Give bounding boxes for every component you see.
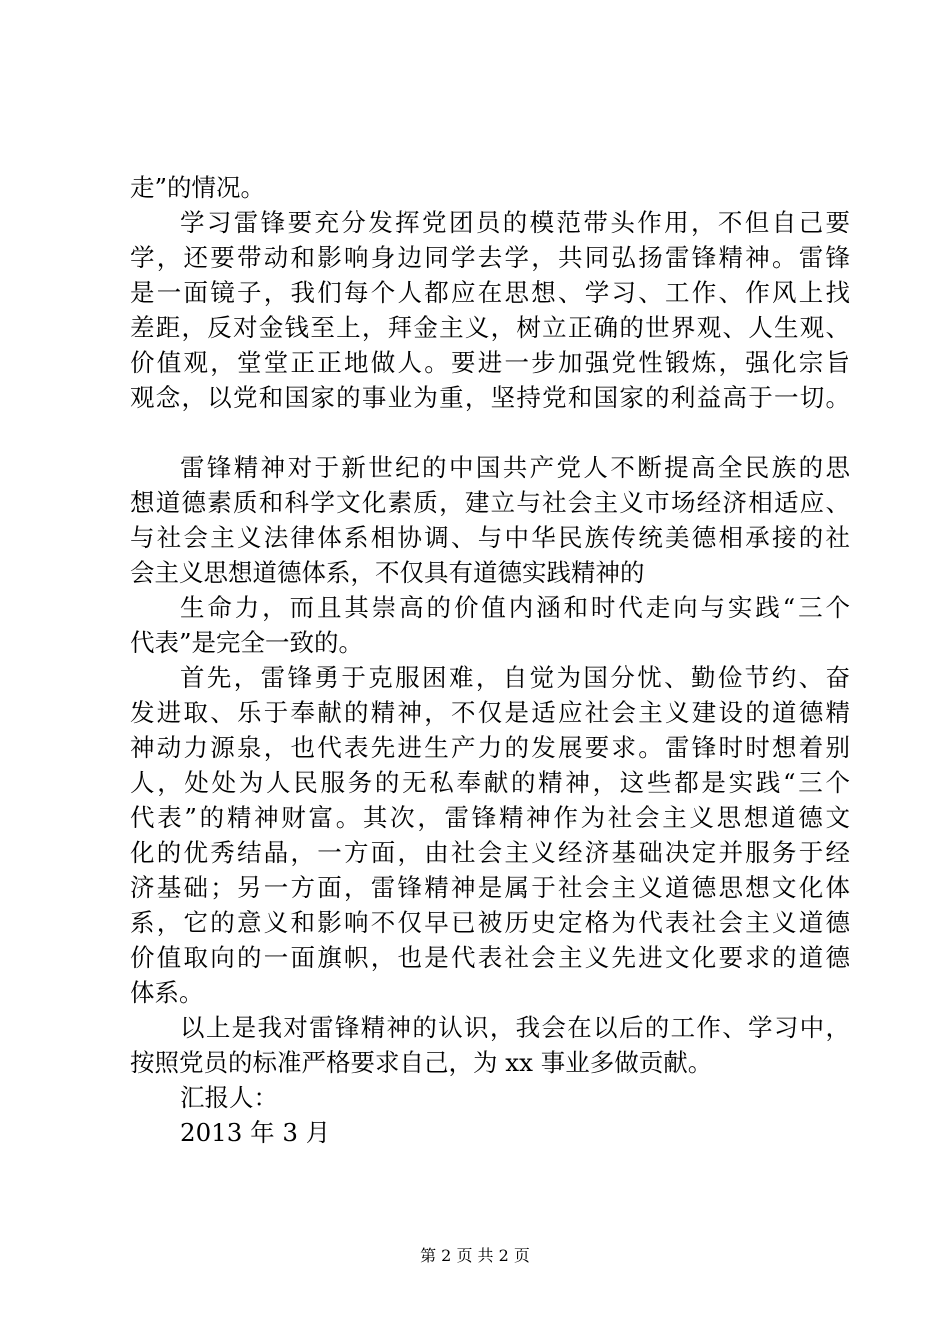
paragraph-line: 神动力源泉，也代表先进生产力的发展要求。雷锋时时想着别 <box>130 733 850 762</box>
paragraph-line: 代表”的精神财富。其次，雷锋精神作为社会主义思想道德文 <box>130 803 850 832</box>
paragraph-line: 首先，雷锋勇于克服困难，自觉为国分忧、勤俭节约、奋 <box>180 663 850 692</box>
paragraph-spacer <box>130 415 850 450</box>
report-date: 2013 年 3 月 <box>180 1118 331 1147</box>
document-body <box>130 170 850 1150</box>
paragraph-line: 学，还要带动和影响身边同学去学，共同弘扬雷锋精神。雷锋 <box>130 243 850 272</box>
paragraph-line: 观念，以党和国家的事业为重，坚持党和国家的利益高于一切。 <box>130 383 850 412</box>
paragraph-line: 学习雷锋要充分发挥党团员的模范带头作用，不但自己要 <box>180 208 850 237</box>
paragraph-line: 系，它的意义和影响不仅早已被历史定格为代表社会主义道德 <box>130 908 850 937</box>
paragraph-line: 化的优秀结晶，一方面，由社会主义经济基础决定并服务于经 <box>130 838 850 867</box>
paragraph-line: 发进取、乐于奉献的精神，不仅是适应社会主义建设的道德精 <box>130 698 850 727</box>
paragraph-line: 以上是我对雷锋精神的认识，我会在以后的工作、学习中， <box>180 1013 850 1042</box>
paragraph-line: 代表”是完全一致的。 <box>130 628 364 657</box>
paragraph-line: 体系。 <box>130 978 204 1007</box>
paragraph-line: 价值取向的一面旗帜，也是代表社会主义先进文化要求的道德 <box>130 943 850 972</box>
paragraph-line: 差距，反对金钱至上，拜金主义，树立正确的世界观、人生观、 <box>130 313 850 342</box>
paragraph-line: 想道德素质和科学文化素质，建立与社会主义市场经济相适应、 <box>130 488 850 517</box>
paragraph-line: 人，处处为人民服务的无私奉献的精神，这些都是实践“三个 <box>130 768 850 797</box>
paragraph-line: 是一面镜子，我们每个人都应在思想、学习、工作、作风上找 <box>130 278 850 307</box>
paragraph-line: 会主义思想道德体系，不仅具有道德实践精神的 <box>130 558 645 587</box>
paragraph-line: 济基础；另一方面，雷锋精神是属于社会主义道德思想文化体 <box>130 873 850 902</box>
reporter-label: 汇报人： <box>180 1083 278 1112</box>
paragraph-line: 与社会主义法律体系相协调、与中华民族传统美德相承接的社 <box>130 523 850 552</box>
paragraph-line: 价值观，堂堂正正地做人。要进一步加强党性锻炼，强化宗旨 <box>130 348 850 377</box>
paragraph-line: 雷锋精神对于新世纪的中国共产党人不断提高全民族的思 <box>180 453 850 482</box>
paragraph-line: 走”的情况。 <box>130 173 266 202</box>
paragraph-line: 按照党员的标准严格要求自己，为 xx 事业多做贡献。 <box>130 1048 713 1077</box>
paragraph-line: 生命力，而且其崇高的价值内涵和时代走向与实践“三个 <box>180 593 850 622</box>
page-number-footer: 第 2 页 共 2 页 <box>420 1246 530 1265</box>
